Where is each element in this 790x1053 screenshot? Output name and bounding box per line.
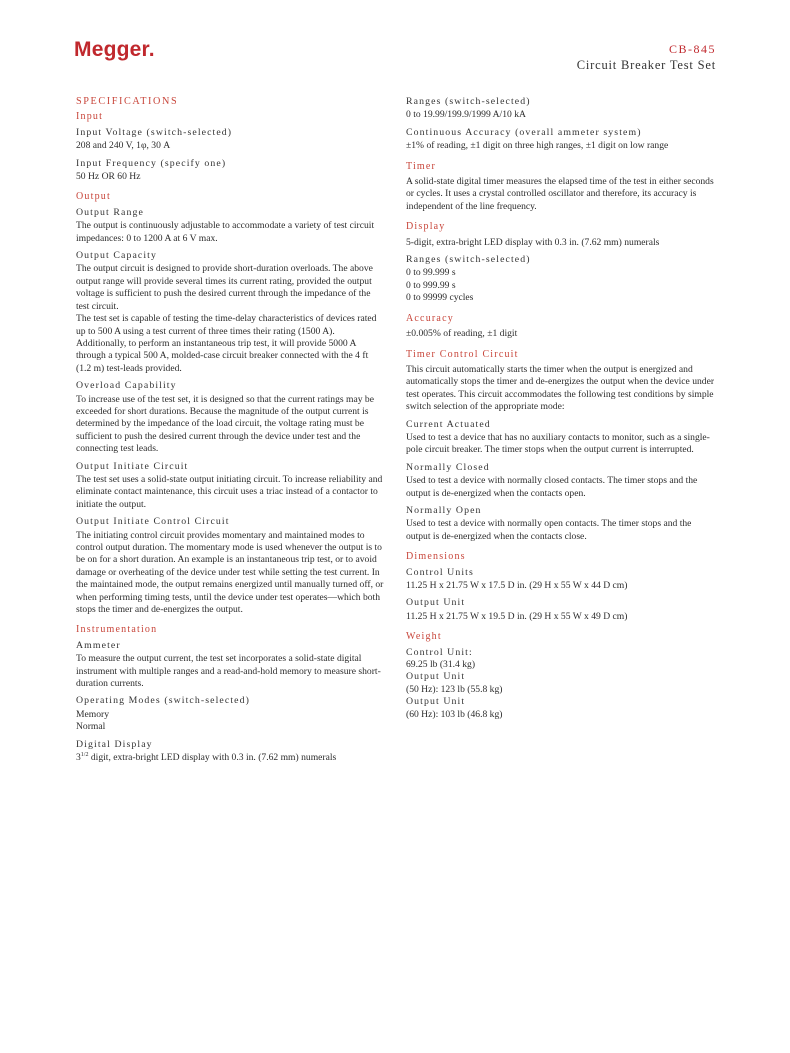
output-range-spec <box>76 207 384 245</box>
timer-control-heading: Timer Control Circuit <box>406 348 519 360</box>
input-heading: Input <box>76 111 104 123</box>
instrumentation-heading: Instrumentation <box>76 624 158 636</box>
continuous-accuracy-spec <box>406 127 718 153</box>
output-capacity-spec <box>76 250 384 375</box>
ammeter-ranges-spec <box>406 96 718 122</box>
normally-closed-title: Normally Closed <box>406 461 490 473</box>
control-units-title: Control Units <box>406 566 474 578</box>
timer-control-text: This circuit automatically starts the timer when the output is energized and automatically stops the timer and de-energizes the output when the device under test operates. This circuit accommodates the following test conditions by simple switch selection of the appropriate mode: <box>406 363 715 413</box>
current-actuated-title: Current Actuated <box>406 418 491 430</box>
weight-output-60hz-value: (60 Hz): 103 lb (46.8 kg) <box>406 708 503 720</box>
digital-display-spec <box>76 739 384 765</box>
operating-modes-spec <box>76 695 384 733</box>
operating-modes-list <box>76 709 384 734</box>
overload-capability-spec <box>76 380 384 455</box>
output-heading: Output <box>76 191 111 203</box>
digital-display-text: digit, extra-bright LED display with 0.3 in. (7.62 mm) numerals <box>88 752 337 764</box>
weight-output-50hz-value: (50 Hz): 123 lb (55.8 kg) <box>406 683 503 695</box>
megger-logo <box>74 38 155 62</box>
weight-control-label: Control Unit: <box>406 646 473 658</box>
weight-output-50hz-label: Output Unit <box>406 671 466 683</box>
ammeter-text: To measure the output current, the test set incorporates a solid-state digital instrument with multiple ranges and a read-and-hold memory to measure short-duration currents. <box>76 653 381 690</box>
timer-display-spec <box>406 237 718 249</box>
operating-mode-memory: Memory <box>76 708 110 720</box>
overload-capability-text: To increase use of the test set, it is designed so that the current ratings may be exceeded for short durations. Because the magnitude of the output current is determined by the impedance of the load circuit, the voltage rating must be sufficient to push the desired current through the device under test and the connecting test leads. <box>76 393 374 455</box>
specifications-heading: SPECIFICATIONS <box>76 96 179 107</box>
operating-modes-title: Operating Modes (switch-selected) <box>76 695 250 707</box>
control-units-dimensions <box>406 567 718 593</box>
output-capacity-text-1: The output circuit is designed to provide short-duration overloads. The above output range will provide several times its current rating, provided the output voltage is sufficient to push the desired current through the impedance of the test circuit. <box>76 263 373 312</box>
output-initiate-circuit-spec <box>76 461 384 512</box>
timer-text: A solid-state digital timer measures the elapsed time of the test in either seconds or cycles. It uses a crystal controlled oscillator and therefore, its accuracy is independent of the line frequency. <box>406 176 714 212</box>
display-text: 5-digit, extra-bright LED display with 0.3 in. (7.62 mm) numerals <box>406 236 660 248</box>
output-initiate-control-spec <box>76 516 384 616</box>
timer-heading: Timer <box>406 160 437 172</box>
output-initiate-circuit-text: The test set uses a solid-state output initiating circuit. To increase reliability and eliminate contact maintenance, this circuit uses a triac instead of a contactor to initiate the output. <box>76 473 383 510</box>
output-initiate-circuit-title: Output Initiate Circuit <box>76 460 189 472</box>
logo-text: Megger <box>74 38 149 61</box>
timer-range-seconds-2: 0 to 999.99 s <box>406 279 456 291</box>
digital-display-fraction: 1/2 <box>80 751 89 758</box>
left-column <box>76 96 384 770</box>
control-units-value: 11.25 H x 21.75 W x 17.5 D in. (29 H x 55 W x 44 D cm) <box>406 580 628 591</box>
display-heading: Display <box>406 221 446 233</box>
input-frequency-value: 50 Hz OR 60 Hz <box>76 171 141 183</box>
normally-open-title: Normally Open <box>406 504 482 516</box>
timer-ranges-title: Ranges (switch-selected) <box>406 254 531 266</box>
timer-description <box>406 176 718 213</box>
output-range-text: The output is continuously adjustable to accommodate a variety of test circuit impedances: 0 to 1200 A at 6 V max. <box>76 220 375 244</box>
ammeter-spec <box>76 640 384 691</box>
current-actuated-spec <box>406 419 718 457</box>
output-unit-title: Output Unit <box>406 597 466 609</box>
output-capacity-title: Output Capacity <box>76 250 157 262</box>
timer-accuracy-spec <box>406 328 718 340</box>
input-voltage-title: Input Voltage (switch-selected) <box>76 126 233 138</box>
timer-range-cycles: 0 to 99999 cycles <box>406 292 474 304</box>
weight-output-60hz-label: Output Unit <box>406 696 466 708</box>
timer-ranges-spec <box>406 254 718 305</box>
output-capacity-text-2: The test set is capable of testing the time-delay characteristics of devices rated up to 500 A using a test current of three times their rating (1500 A). Additionally, to perform an instantaneous trip test, it will provide 5000 A through a typical 500 A, molded-case circuit breaker connected with the 4 ft (1.2 m) test-leads provided. <box>76 313 377 374</box>
weight-control-value: 69.25 lb (31.4 kg) <box>406 659 476 671</box>
weight-list <box>406 647 718 721</box>
digital-display-digit: 3 <box>76 752 81 764</box>
normally-open-text: Used to test a device with normally open contacts. The timer stops and the output is de-energized when the contacts close. <box>406 518 692 542</box>
timer-range-seconds-1: 0 to 99.999 s <box>406 267 456 279</box>
logo-dot: . <box>148 38 155 61</box>
dimensions-heading: Dimensions <box>406 551 466 563</box>
timer-ranges-list <box>406 267 718 304</box>
digital-display-text-wrap <box>76 752 384 764</box>
overload-capability-title: Overload Capability <box>76 380 177 392</box>
input-voltage-value: 208 and 240 V, 1φ, 30 A <box>76 140 171 152</box>
timer-control-description <box>406 364 718 414</box>
digital-display-title: Digital Display <box>76 738 153 750</box>
document-code: CB-845 <box>668 42 716 56</box>
normally-closed-spec <box>406 462 718 500</box>
ammeter-ranges-value: 0 to 19.99/199.9/1999 A/10 kA <box>406 109 526 121</box>
input-voltage-spec <box>76 127 384 153</box>
input-frequency-spec <box>76 158 384 184</box>
ammeter-ranges-title: Ranges (switch-selected) <box>406 96 531 107</box>
output-unit-dimensions <box>406 597 718 623</box>
input-frequency-title: Input Frequency (specify one) <box>76 157 227 169</box>
output-initiate-control-title: Output Initiate Control Circuit <box>76 516 230 528</box>
output-range-title: Output Range <box>76 206 144 218</box>
right-column <box>406 96 718 726</box>
output-unit-value: 11.25 H x 21.75 W x 19.5 D in. (29 H x 55 W x 49 D cm) <box>406 610 628 622</box>
timer-accuracy-value: ±0.005% of reading, ±1 digit <box>406 328 518 340</box>
current-actuated-text: Used to test a device that has no auxiliary contacts to monitor, such as a single-pole circuit breaker. The timer stops when the output current is interrupted. <box>406 431 710 456</box>
normally-closed-text: Used to test a device with normally closed contacts. The timer stops and the output is de-energized when the contacts open. <box>406 475 698 499</box>
document-title: Circuit Breaker Test Set <box>576 58 716 72</box>
continuous-accuracy-value: ±1% of reading, ±1 digit on three high ranges, ±1 digit on low range <box>406 140 669 152</box>
output-initiate-control-text: The initiating control circuit provides momentary and maintained modes to control output duration. The momentary mode is used whenever the output is to be on for a short duration. An example is an instantaneous trip test, or to avoid damage or overheating of the device under test while setting the test current. In the maintained mode, the output remains energized until manually turned off, or when performing timing tests, until the device under test operates—which both stops the timer and de-energizes the output. <box>76 529 384 616</box>
normally-open-spec <box>406 505 718 543</box>
continuous-accuracy-title: Continuous Accuracy (overall ammeter system) <box>406 126 642 138</box>
weight-heading: Weight <box>406 631 442 643</box>
ammeter-title: Ammeter <box>76 639 121 651</box>
timer-accuracy-heading: Accuracy <box>406 312 454 324</box>
operating-mode-normal: Normal <box>76 721 106 733</box>
